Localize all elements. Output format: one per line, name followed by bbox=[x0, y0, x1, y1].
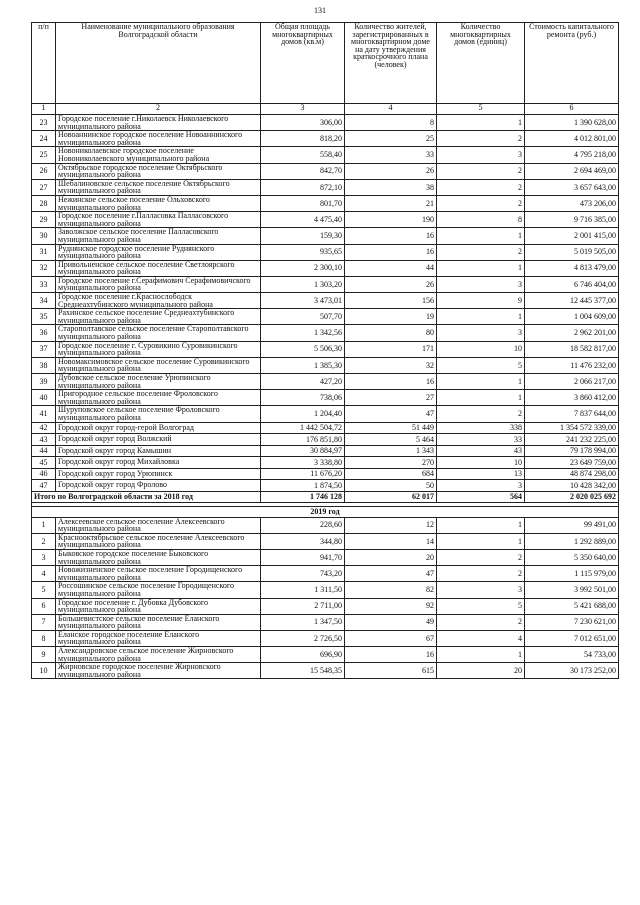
row-number: 34 bbox=[32, 293, 56, 309]
cost-value: 4 012 801,00 bbox=[525, 131, 619, 147]
area-value: 2 726,50 bbox=[261, 630, 345, 646]
total-row-2018 bbox=[32, 491, 619, 502]
table-row bbox=[32, 260, 619, 276]
area-value: 872,10 bbox=[261, 179, 345, 195]
column-index: 5 bbox=[437, 104, 525, 115]
row-number: 25 bbox=[32, 147, 56, 163]
residents-value: 684 bbox=[345, 468, 437, 480]
municipality-name: Городское поселение г.Николаевск Николаевского муниципального района bbox=[56, 115, 261, 131]
row-number: 30 bbox=[32, 228, 56, 244]
residents-value: 51 449 bbox=[345, 422, 437, 434]
area-value: 11 676,20 bbox=[261, 468, 345, 480]
area-value: 1 385,30 bbox=[261, 357, 345, 373]
municipality-name: Нежинское сельское поселение Ольховского муниципального района bbox=[56, 195, 261, 211]
table-row bbox=[32, 325, 619, 341]
rows-2019 bbox=[32, 517, 619, 679]
table-row bbox=[32, 480, 619, 492]
row-number: 44 bbox=[32, 445, 56, 457]
cost-value: 241 232 225,00 bbox=[525, 434, 619, 446]
residents-value: 80 bbox=[345, 325, 437, 341]
houses-value: 1 bbox=[437, 647, 525, 663]
row-number: 38 bbox=[32, 357, 56, 373]
municipality-name: Городской округ город Волжский bbox=[56, 434, 261, 446]
municipality-name: Быковское городское поселение Быковского муниципального района bbox=[56, 549, 261, 565]
cost-value: 6 746 404,00 bbox=[525, 276, 619, 292]
total-label: Итого по Волгоградской области за 2018 год bbox=[32, 491, 261, 502]
residents-value: 33 bbox=[345, 147, 437, 163]
row-number: 23 bbox=[32, 115, 56, 131]
page-number: 131 bbox=[314, 6, 326, 15]
column-index: 6 bbox=[525, 104, 619, 115]
row-number: 6 bbox=[32, 598, 56, 614]
cost-value: 54 733,00 bbox=[525, 647, 619, 663]
houses-value: 13 bbox=[437, 468, 525, 480]
row-number: 47 bbox=[32, 480, 56, 492]
municipality-name: Пригородное сельское поселение Фроловского муниципального района bbox=[56, 390, 261, 406]
municipality-name: Привольненское сельское поселение Светлоярского муниципального района bbox=[56, 260, 261, 276]
row-number: 26 bbox=[32, 163, 56, 179]
houses-value: 5 bbox=[437, 598, 525, 614]
houses-value: 3 bbox=[437, 480, 525, 492]
area-value: 4 475,40 bbox=[261, 212, 345, 228]
houses-value: 4 bbox=[437, 630, 525, 646]
houses-value: 1 bbox=[437, 260, 525, 276]
row-number: 35 bbox=[32, 309, 56, 325]
table-row bbox=[32, 293, 619, 309]
area-value: 507,70 bbox=[261, 309, 345, 325]
table-row bbox=[32, 663, 619, 679]
column-index: 4 bbox=[345, 104, 437, 115]
cost-value: 1 115 979,00 bbox=[525, 566, 619, 582]
houses-value: 1 bbox=[437, 517, 525, 533]
year-2019-row bbox=[32, 506, 619, 517]
table-row bbox=[32, 517, 619, 533]
row-number: 45 bbox=[32, 457, 56, 469]
table-row bbox=[32, 582, 619, 598]
row-number: 33 bbox=[32, 276, 56, 292]
row-number: 39 bbox=[32, 374, 56, 390]
residents-value: 16 bbox=[345, 244, 437, 260]
residents-value: 49 bbox=[345, 614, 437, 630]
row-number: 40 bbox=[32, 390, 56, 406]
residents-value: 14 bbox=[345, 533, 437, 549]
total-cost: 2 020 025 692 bbox=[525, 491, 619, 502]
col-header-name: Наименование муниципального образования Волгоградской области bbox=[56, 23, 261, 104]
municipality-name: Новоаннинское городское поселение Новоаннинского муниципального района bbox=[56, 131, 261, 147]
area-value: 306,00 bbox=[261, 115, 345, 131]
residents-value: 67 bbox=[345, 630, 437, 646]
municipality-name: Старополтавское сельское поселение Старополтавского муниципального района bbox=[56, 325, 261, 341]
table-row bbox=[32, 147, 619, 163]
cost-value: 23 649 759,00 bbox=[525, 457, 619, 469]
houses-value: 1 bbox=[437, 533, 525, 549]
municipality-name: Городской округ город Фролово bbox=[56, 480, 261, 492]
municipality-name: Алексеевское сельское поселение Алексеевского муниципального района bbox=[56, 517, 261, 533]
total-2018-section bbox=[32, 491, 619, 517]
residents-value: 20 bbox=[345, 549, 437, 565]
total-houses: 564 bbox=[437, 491, 525, 502]
row-number: 31 bbox=[32, 244, 56, 260]
residents-value: 44 bbox=[345, 260, 437, 276]
area-value: 842,70 bbox=[261, 163, 345, 179]
area-value: 1 442 504,72 bbox=[261, 422, 345, 434]
area-value: 427,20 bbox=[261, 374, 345, 390]
cost-value: 10 428 342,00 bbox=[525, 480, 619, 492]
municipality-name: Городской округ город Урюпинск bbox=[56, 468, 261, 480]
municipality-name: Россошинское сельское поселение Городищенского муниципального района bbox=[56, 582, 261, 598]
municipality-name: Еланское городское поселение Еланского муниципального района bbox=[56, 630, 261, 646]
houses-value: 9 bbox=[437, 293, 525, 309]
houses-value: 3 bbox=[437, 325, 525, 341]
municipality-name: Городское поселение г.Палласовка Палласовского муниципального района bbox=[56, 212, 261, 228]
capital-repair-table bbox=[31, 22, 619, 679]
area-value: 5 506,30 bbox=[261, 341, 345, 357]
row-number: 36 bbox=[32, 325, 56, 341]
table-row bbox=[32, 468, 619, 480]
residents-value: 5 464 bbox=[345, 434, 437, 446]
municipality-name: Городское поселение г. Суровикино Суровикинского муниципального района bbox=[56, 341, 261, 357]
municipality-name: Городской округ город-герой Волгоград bbox=[56, 422, 261, 434]
residents-value: 19 bbox=[345, 309, 437, 325]
municipality-name: Александровское сельское поселение Жирновского муниципального района bbox=[56, 647, 261, 663]
column-index: 3 bbox=[261, 104, 345, 115]
row-number: 8 bbox=[32, 630, 56, 646]
houses-value: 2 bbox=[437, 163, 525, 179]
cost-value: 99 491,00 bbox=[525, 517, 619, 533]
houses-value: 5 bbox=[437, 357, 525, 373]
cost-value: 11 476 232,00 bbox=[525, 357, 619, 373]
municipality-name: Новожизненское сельское поселение Городищенского муниципального района bbox=[56, 566, 261, 582]
table-row bbox=[32, 179, 619, 195]
cost-value: 473 206,00 bbox=[525, 195, 619, 211]
table-row bbox=[32, 614, 619, 630]
municipality-name: Городское поселение г. Дубовка Дубовского муниципального района bbox=[56, 598, 261, 614]
municipality-name: Рахинское сельское поселение Среднеахтубинского муниципального района bbox=[56, 309, 261, 325]
residents-value: 38 bbox=[345, 179, 437, 195]
houses-value: 1 bbox=[437, 309, 525, 325]
houses-value: 10 bbox=[437, 457, 525, 469]
area-value: 1 303,20 bbox=[261, 276, 345, 292]
municipality-name: Шуруповское сельское поселение Фроловского муниципального района bbox=[56, 406, 261, 422]
area-value: 1 311,50 bbox=[261, 582, 345, 598]
row-number: 1 bbox=[32, 517, 56, 533]
municipality-name: Шебалиновское сельское поселение Октябрьского муниципального района bbox=[56, 179, 261, 195]
houses-value: 10 bbox=[437, 341, 525, 357]
table-row bbox=[32, 195, 619, 211]
row-number: 24 bbox=[32, 131, 56, 147]
row-number: 46 bbox=[32, 468, 56, 480]
cost-value: 7 837 644,00 bbox=[525, 406, 619, 422]
houses-value: 3 bbox=[437, 147, 525, 163]
column-index-row bbox=[32, 104, 619, 115]
table-row bbox=[32, 533, 619, 549]
cost-value: 30 173 252,00 bbox=[525, 663, 619, 679]
houses-value: 1 bbox=[437, 228, 525, 244]
row-number: 3 bbox=[32, 549, 56, 565]
table-row bbox=[32, 276, 619, 292]
area-value: 818,20 bbox=[261, 131, 345, 147]
residents-value: 156 bbox=[345, 293, 437, 309]
area-value: 738,06 bbox=[261, 390, 345, 406]
residents-value: 21 bbox=[345, 195, 437, 211]
houses-value: 1 bbox=[437, 115, 525, 131]
row-number: 2 bbox=[32, 533, 56, 549]
area-value: 3 473,01 bbox=[261, 293, 345, 309]
table-row bbox=[32, 457, 619, 469]
cost-value: 2 694 469,00 bbox=[525, 163, 619, 179]
area-value: 558,40 bbox=[261, 147, 345, 163]
houses-value: 2 bbox=[437, 614, 525, 630]
municipality-name: Дубовское сельское поселение Урюпинского муниципального района bbox=[56, 374, 261, 390]
area-value: 176 851,80 bbox=[261, 434, 345, 446]
table-row bbox=[32, 228, 619, 244]
table-row bbox=[32, 357, 619, 373]
houses-value: 1 bbox=[437, 374, 525, 390]
residents-value: 1 343 bbox=[345, 445, 437, 457]
municipality-name: Жирновское городское поселение Жирновского муниципального района bbox=[56, 663, 261, 679]
residents-value: 92 bbox=[345, 598, 437, 614]
rows-2018 bbox=[32, 115, 619, 492]
municipality-name: Городское поселение г.Серафимович Серафимовичского муниципального района bbox=[56, 276, 261, 292]
area-value: 344,80 bbox=[261, 533, 345, 549]
cost-value: 1 004 609,00 bbox=[525, 309, 619, 325]
header-row bbox=[32, 23, 619, 104]
cost-value: 5 421 688,00 bbox=[525, 598, 619, 614]
table-row bbox=[32, 244, 619, 260]
col-header-houses: Количество многоквартирных домов (единиц) bbox=[437, 23, 525, 104]
municipality-name: Городской округ город Михайловка bbox=[56, 457, 261, 469]
houses-value: 2 bbox=[437, 549, 525, 565]
table-row bbox=[32, 374, 619, 390]
area-value: 1 342,56 bbox=[261, 325, 345, 341]
municipality-name: Заволжское сельское поселение Палласовского муниципального района bbox=[56, 228, 261, 244]
houses-value: 2 bbox=[437, 406, 525, 422]
total-residents: 62 017 bbox=[345, 491, 437, 502]
table-row bbox=[32, 566, 619, 582]
table-row bbox=[32, 598, 619, 614]
municipality-name: Краснооктябрьское сельское поселение Алексеевского муниципального района bbox=[56, 533, 261, 549]
row-number: 27 bbox=[32, 179, 56, 195]
column-index: 2 bbox=[56, 104, 261, 115]
municipality-name: Городской округ город Камышин bbox=[56, 445, 261, 457]
area-value: 30 884,97 bbox=[261, 445, 345, 457]
area-value: 3 338,80 bbox=[261, 457, 345, 469]
column-index: 1 bbox=[32, 104, 56, 115]
cost-value: 7 230 621,00 bbox=[525, 614, 619, 630]
houses-value: 2 bbox=[437, 179, 525, 195]
row-number: 43 bbox=[32, 434, 56, 446]
residents-value: 47 bbox=[345, 406, 437, 422]
cost-value: 12 445 377,00 bbox=[525, 293, 619, 309]
cost-value: 3 657 643,00 bbox=[525, 179, 619, 195]
residents-value: 615 bbox=[345, 663, 437, 679]
cost-value: 1 292 889,00 bbox=[525, 533, 619, 549]
table-row bbox=[32, 212, 619, 228]
residents-value: 47 bbox=[345, 566, 437, 582]
municipality-name: Новомаксимовское сельское поселение Суровикинского муниципального района bbox=[56, 357, 261, 373]
residents-value: 25 bbox=[345, 131, 437, 147]
table-row bbox=[32, 163, 619, 179]
year-2019-label: 2019 год bbox=[32, 506, 619, 517]
col-header-cost: Стоимость капитального ремонта (руб.) bbox=[525, 23, 619, 104]
municipality-name: Новониколаевское городское поселение Новониколаевского муниципального района bbox=[56, 147, 261, 163]
table-row bbox=[32, 647, 619, 663]
cost-value: 7 012 651,00 bbox=[525, 630, 619, 646]
table-row bbox=[32, 549, 619, 565]
cost-value: 4 813 479,00 bbox=[525, 260, 619, 276]
residents-value: 190 bbox=[345, 212, 437, 228]
cost-value: 48 874 298,00 bbox=[525, 468, 619, 480]
municipality-name: Большевистское сельское поселение Еланского муниципального района bbox=[56, 614, 261, 630]
area-value: 1 204,40 bbox=[261, 406, 345, 422]
table-row bbox=[32, 309, 619, 325]
area-value: 2 300,10 bbox=[261, 260, 345, 276]
houses-value: 2 bbox=[437, 566, 525, 582]
area-value: 941,70 bbox=[261, 549, 345, 565]
residents-value: 27 bbox=[345, 390, 437, 406]
residents-value: 32 bbox=[345, 357, 437, 373]
row-number: 10 bbox=[32, 663, 56, 679]
residents-value: 82 bbox=[345, 582, 437, 598]
area-value: 696,90 bbox=[261, 647, 345, 663]
residents-value: 26 bbox=[345, 276, 437, 292]
residents-value: 16 bbox=[345, 374, 437, 390]
houses-value: 20 bbox=[437, 663, 525, 679]
area-value: 159,30 bbox=[261, 228, 345, 244]
row-number: 7 bbox=[32, 614, 56, 630]
table-row bbox=[32, 630, 619, 646]
cost-value: 2 001 415,00 bbox=[525, 228, 619, 244]
row-number: 28 bbox=[32, 195, 56, 211]
row-number: 41 bbox=[32, 406, 56, 422]
row-number: 9 bbox=[32, 647, 56, 663]
residents-value: 16 bbox=[345, 228, 437, 244]
residents-value: 50 bbox=[345, 480, 437, 492]
table-row bbox=[32, 434, 619, 446]
table-row bbox=[32, 131, 619, 147]
row-number: 4 bbox=[32, 566, 56, 582]
col-header-no: п/п bbox=[32, 23, 56, 104]
row-number: 37 bbox=[32, 341, 56, 357]
row-number: 42 bbox=[32, 422, 56, 434]
area-value: 15 548,35 bbox=[261, 663, 345, 679]
houses-value: 3 bbox=[437, 582, 525, 598]
municipality-name: Городское поселение г.Краснослободск Среднеахтубинского муниципального района bbox=[56, 293, 261, 309]
area-value: 743,20 bbox=[261, 566, 345, 582]
houses-value: 1 bbox=[437, 390, 525, 406]
residents-value: 12 bbox=[345, 517, 437, 533]
cost-value: 9 716 385,00 bbox=[525, 212, 619, 228]
area-value: 801,70 bbox=[261, 195, 345, 211]
area-value: 1 347,50 bbox=[261, 614, 345, 630]
cost-value: 18 582 817,00 bbox=[525, 341, 619, 357]
table-row bbox=[32, 445, 619, 457]
table-row bbox=[32, 422, 619, 434]
residents-value: 8 bbox=[345, 115, 437, 131]
col-header-area: Общая площадь многоквартирных домов (кв.м) bbox=[261, 23, 345, 104]
area-value: 228,60 bbox=[261, 517, 345, 533]
cost-value: 5 019 505,00 bbox=[525, 244, 619, 260]
cost-value: 4 795 218,00 bbox=[525, 147, 619, 163]
row-number: 29 bbox=[32, 212, 56, 228]
cost-value: 2 962 201,00 bbox=[525, 325, 619, 341]
houses-value: 43 bbox=[437, 445, 525, 457]
cost-value: 3 992 501,00 bbox=[525, 582, 619, 598]
residents-value: 26 bbox=[345, 163, 437, 179]
total-area: 1 746 128 bbox=[261, 491, 345, 502]
row-number: 32 bbox=[32, 260, 56, 276]
cost-value: 1 390 628,00 bbox=[525, 115, 619, 131]
houses-value: 2 bbox=[437, 131, 525, 147]
residents-value: 171 bbox=[345, 341, 437, 357]
area-value: 935,65 bbox=[261, 244, 345, 260]
area-value: 2 711,00 bbox=[261, 598, 345, 614]
cost-value: 79 178 994,00 bbox=[525, 445, 619, 457]
houses-value: 33 bbox=[437, 434, 525, 446]
cost-value: 3 860 412,00 bbox=[525, 390, 619, 406]
houses-value: 2 bbox=[437, 195, 525, 211]
cost-value: 2 066 217,00 bbox=[525, 374, 619, 390]
row-number: 5 bbox=[32, 582, 56, 598]
residents-value: 16 bbox=[345, 647, 437, 663]
houses-value: 338 bbox=[437, 422, 525, 434]
houses-value: 2 bbox=[437, 244, 525, 260]
houses-value: 8 bbox=[437, 212, 525, 228]
cost-value: 1 354 572 339,00 bbox=[525, 422, 619, 434]
table-row bbox=[32, 390, 619, 406]
area-value: 1 874,50 bbox=[261, 480, 345, 492]
residents-value: 270 bbox=[345, 457, 437, 469]
table-row bbox=[32, 341, 619, 357]
table-row bbox=[32, 406, 619, 422]
municipality-name: Октябрьское городское поселение Октябрьского муниципального района bbox=[56, 163, 261, 179]
cost-value: 5 350 640,00 bbox=[525, 549, 619, 565]
table-row bbox=[32, 115, 619, 131]
municipality-name: Руднянское городское поселение Руднянского муниципального района bbox=[56, 244, 261, 260]
col-header-residents: Количество жителей, зарегистрированных в многоквартирном доме на дату утверждения краткосрочного плана (человек) bbox=[345, 23, 437, 104]
houses-value: 3 bbox=[437, 276, 525, 292]
